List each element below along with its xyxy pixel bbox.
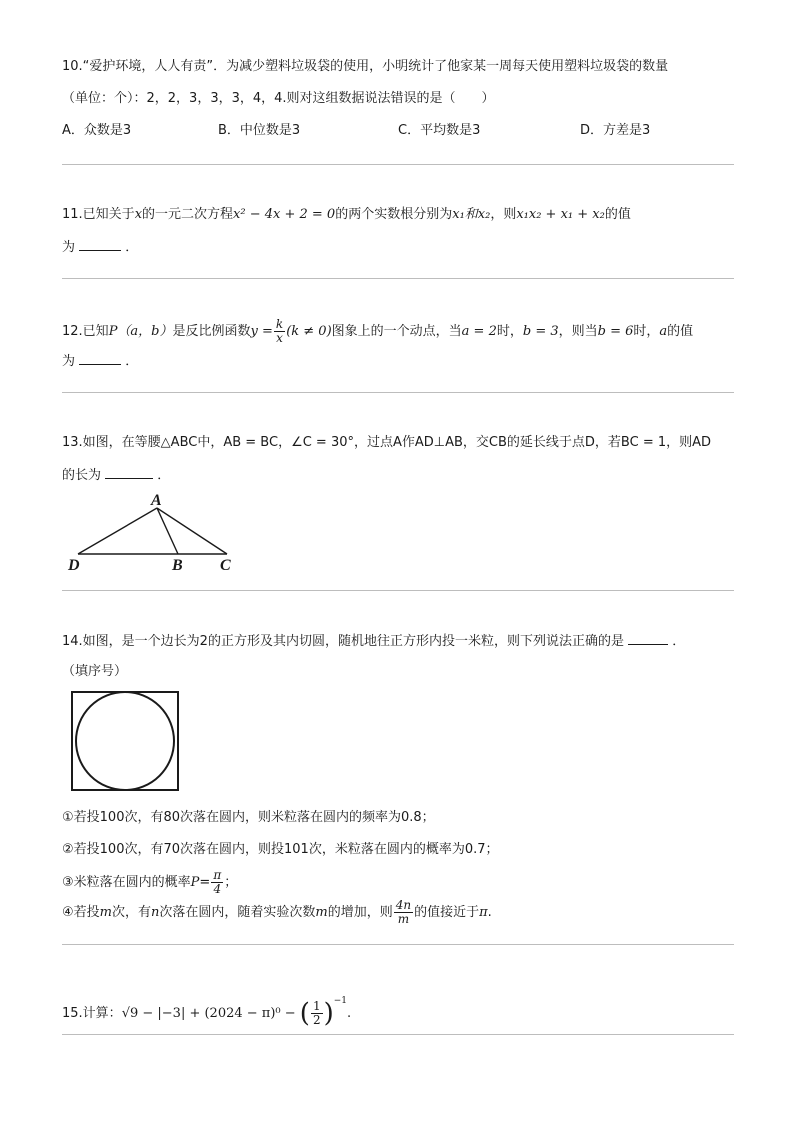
q10-option-c: C．平均数是3	[398, 123, 481, 138]
q14-text: 次落在圆内，随着实验次数	[159, 905, 316, 920]
q14-text: ；	[224, 875, 238, 890]
q14-text: ③米粒落在圆内的概率	[62, 875, 191, 890]
q12-function-fraction	[274, 318, 285, 345]
segment-ad	[78, 508, 157, 554]
q12-condition: a = 2	[461, 324, 497, 339]
q11-expression: x₁x₂ + x₁ + x₂	[516, 207, 605, 222]
answer-blank[interactable]	[79, 352, 121, 365]
q14-var-p: P	[190, 875, 200, 890]
q11-text: 的两个实数根分别为	[335, 207, 453, 222]
q10-stem-line1: 10.“爱护环境，人人有责”．为减少塑料垃圾袋的使用，小明统计了他家某一周每天使用塑料垃圾袋的数量	[62, 59, 669, 74]
divider	[62, 164, 734, 165]
q14-var-n: n	[151, 905, 160, 920]
q15-text: 15.计算：	[62, 1006, 122, 1021]
square-circle-figure	[70, 690, 182, 794]
label-d: D	[68, 557, 80, 574]
q12-condition: b = 6	[597, 324, 634, 339]
q12-stem-line1	[62, 318, 693, 345]
fraction-numerator: 4n	[395, 898, 412, 912]
right-paren: )	[323, 998, 334, 1029]
q11-text: ．	[125, 240, 139, 255]
q14-stem-line2: （填序号）	[62, 664, 128, 679]
q11-var-x: x	[134, 207, 143, 222]
q14-text: ④若投	[62, 905, 100, 920]
answer-blank[interactable]	[105, 466, 153, 479]
q12-text: 时，	[633, 324, 660, 339]
divider	[62, 278, 734, 279]
fraction-denominator: 4	[213, 882, 222, 896]
q11-text: 的值	[604, 207, 631, 222]
q12-text: ，则当	[558, 324, 598, 339]
q13-stem-line2	[62, 466, 170, 486]
q14-text: 的值接近于	[414, 905, 480, 920]
divider	[62, 944, 734, 945]
q12-text: 图象上的一个动点，当	[331, 324, 462, 339]
q11-text: 的一元二次方程	[142, 207, 234, 222]
q12-function-lhs: y =	[250, 324, 273, 339]
inscribed-circle	[76, 692, 174, 790]
q12-text: 12.已知	[62, 324, 109, 339]
q12-function-condition: (k ≠ 0)	[286, 324, 332, 339]
q12-var: a	[659, 324, 668, 339]
q10-option-b: B．中位数是3	[218, 123, 301, 138]
q15-stem	[62, 984, 351, 1031]
q11-text: 11.已知关于	[62, 207, 135, 222]
q12-stem-line2	[62, 352, 138, 372]
fraction-denominator: x	[276, 331, 283, 345]
label-a: A	[151, 492, 162, 509]
answer-blank[interactable]	[628, 632, 668, 645]
q12-text: 为	[62, 354, 76, 369]
q13-text: ．	[157, 468, 171, 483]
divider	[62, 1034, 734, 1035]
divider	[62, 590, 734, 591]
q15-fraction	[311, 1000, 323, 1027]
q13-stem-line1: 13.如图，在等腰△ABC中，AB = BC，∠C = 30°，过点A作AD⊥AB，交CB的延长线于点D，若BC = 1，则AD	[62, 435, 712, 450]
q14-probability-fraction	[211, 869, 223, 896]
q12-point: P（a，b）	[108, 324, 173, 339]
q12-text: ．	[125, 354, 139, 369]
q14-statement-4	[62, 898, 492, 928]
q14-statement-2: ②若投100次，有70次落在圆内，则投101次，米粒落在圆内的概率为0.7；	[62, 842, 499, 857]
q14-stem-line1	[62, 632, 685, 652]
fraction-numerator: k	[275, 317, 284, 331]
q11-roots: x₁和x₂	[452, 207, 491, 222]
q14-var-m: m	[99, 905, 112, 920]
q11-equation: x² − 4x + 2 = 0	[233, 207, 336, 222]
q10-option-d: D．方差是3	[580, 123, 651, 138]
q12-text: 时，	[496, 324, 523, 339]
q14-pi: π	[479, 905, 488, 920]
fraction-numerator: π	[213, 868, 222, 882]
q15-text: .	[347, 1006, 352, 1021]
divider	[62, 392, 734, 393]
q11-stem-line2	[62, 238, 138, 258]
q11-text: ，则	[490, 207, 517, 222]
fraction-denominator: 2	[312, 1013, 321, 1027]
q14-text: =	[199, 875, 211, 890]
square	[72, 692, 178, 790]
q14-text: ．	[672, 634, 686, 649]
answer-blank[interactable]	[79, 238, 121, 251]
q14-var-m: m	[315, 905, 328, 920]
q13-text: 的长为	[62, 468, 102, 483]
q14-text: .	[487, 905, 492, 920]
triangle-figure	[62, 492, 252, 576]
q10-option-a: A．众数是3	[62, 123, 132, 138]
q12-text: 的值	[667, 324, 694, 339]
q12-condition: b = 3	[522, 324, 559, 339]
q15-expression: √9 − |−3| + (2024 − π)⁰ −	[121, 1006, 300, 1021]
q14-text: 次，有	[111, 905, 151, 920]
q11-text: 为	[62, 240, 76, 255]
q14-text: 的增加，则	[327, 905, 393, 920]
q14-statement-1: ①若投100次，有80次落在圆内，则米粒落在圆内的频率为0.8；	[62, 810, 435, 825]
q15-exponent: −1	[333, 996, 348, 1006]
label-c: C	[220, 557, 231, 574]
q14-statement-3	[62, 868, 237, 898]
fraction-denominator: m	[397, 912, 410, 926]
q14-text: 14.如图，是一个边长为2的正方形及其内切圆，随机地往正方形内投一米粒，则下列说法正确的是	[62, 634, 624, 649]
fraction-numerator: 1	[312, 999, 321, 1013]
label-b: B	[172, 557, 183, 574]
q12-text: 是反比例函数	[172, 324, 251, 339]
q10-stem-line2: （单位：个）：2，2，3，3，3，4，4.则对这组数据说法错误的是（ ）	[62, 91, 495, 106]
q11-stem-line1	[62, 205, 631, 225]
left-paren: (	[299, 998, 310, 1029]
q14-ratio-fraction	[394, 899, 413, 926]
